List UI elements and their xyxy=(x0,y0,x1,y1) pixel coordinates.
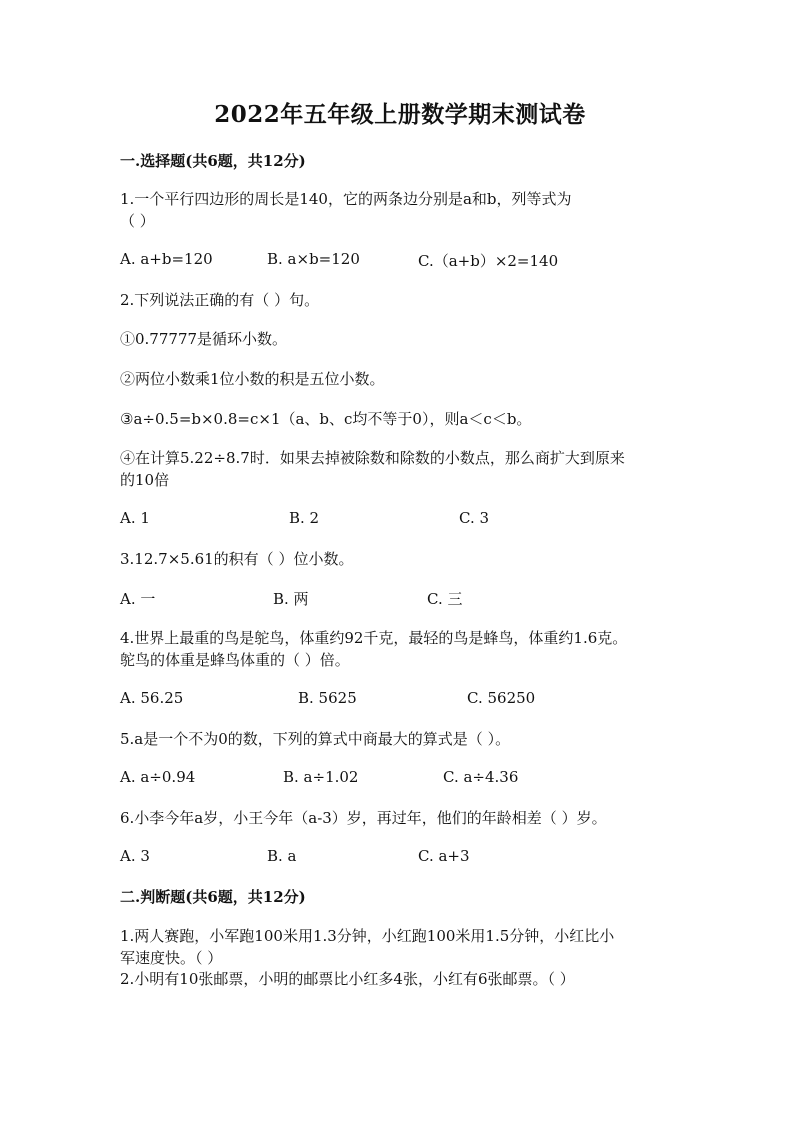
question-3-stem: 3.12.7×5.61的积有（ ）位小数。 xyxy=(120,550,354,568)
question-2-stem: 2.下列说法正确的有（ ）句。 xyxy=(120,291,320,309)
question-2-statement-3: ③a÷0.5=b×0.8=c×1（a、b、c均不等于0），则a＜c＜b。 xyxy=(120,410,532,428)
question-2-statement-4: ④在计算5.22÷8.7时．如果去掉被除数和除数的小数点，那么商扩大到原来 xyxy=(120,449,625,467)
question-1-stem: 1.一个平行四边形的周长是140，它的两条边分别是a和b，列等式为 xyxy=(120,190,572,208)
question-1-blank: （ ） xyxy=(120,212,155,230)
question-2-option-a: A. 1 xyxy=(120,509,150,527)
question-3-option-b: B. 两 xyxy=(273,590,309,608)
page-title: 2022年五年级上册数学期末测试卷 xyxy=(214,101,586,128)
question-5-option-c: C. a÷4.36 xyxy=(443,768,519,786)
question-1-option-b: B. a×b=120 xyxy=(267,250,360,268)
question-4-stem-cont: 鸵鸟的体重是蜂鸟体重的（ ）倍。 xyxy=(120,651,350,669)
question-3-option-a: A. 一 xyxy=(120,590,156,608)
question-1-option-a: A. a+b=120 xyxy=(120,250,213,268)
question-5-option-b: B. a÷1.02 xyxy=(283,768,359,786)
question-6-option-a: A. 3 xyxy=(120,847,150,865)
question-4-option-c: C. 56250 xyxy=(467,689,536,707)
question-6-stem: 6.小李今年a岁，小王今年（a-3）岁，再过年，他们的年龄相差（ ）岁。 xyxy=(120,809,607,827)
question-6-option-b: B. a xyxy=(267,847,297,865)
question-5-option-a: A. a÷0.94 xyxy=(120,768,196,786)
question-4-option-a: A. 56.25 xyxy=(120,689,184,707)
judgment-1-stem: 1.两人赛跑，小军跑100米用1.3分钟，小红跑100米用1.5分钟，小红比小 xyxy=(120,927,615,945)
question-4-stem: 4.世界上最重的鸟是鸵鸟，体重约92千克，最轻的鸟是蜂鸟，体重约1.6克。 xyxy=(120,629,628,647)
question-2-option-b: B. 2 xyxy=(289,509,320,527)
question-2-statement-4-cont: 的10倍 xyxy=(120,471,170,489)
question-5-stem: 5.a是一个不为0的数，下列的算式中商最大的算式是（ ）。 xyxy=(120,730,511,748)
question-2-statement-2: ②两位小数乘1位小数的积是五位小数。 xyxy=(120,370,385,388)
judgment-2-stem: 2.小明有10张邮票，小明的邮票比小红多4张，小红有6张邮票。（ ） xyxy=(120,970,575,988)
question-2-option-c: C. 3 xyxy=(459,509,490,527)
question-1-option-c: C.（a+b）×2=140 xyxy=(418,252,559,270)
question-2-statement-1: ①0.77777是循环小数。 xyxy=(120,330,288,348)
section-heading-choice: 一.选择题(共6题，共12分) xyxy=(120,152,306,170)
question-6-option-c: C. a+3 xyxy=(418,847,470,865)
section-heading-judgment: 二.判断题(共6题，共12分) xyxy=(120,888,306,906)
question-4-option-b: B. 5625 xyxy=(298,689,357,707)
question-3-option-c: C. 三 xyxy=(427,590,463,608)
judgment-1-stem-cont: 军速度快。（ ） xyxy=(120,949,223,967)
